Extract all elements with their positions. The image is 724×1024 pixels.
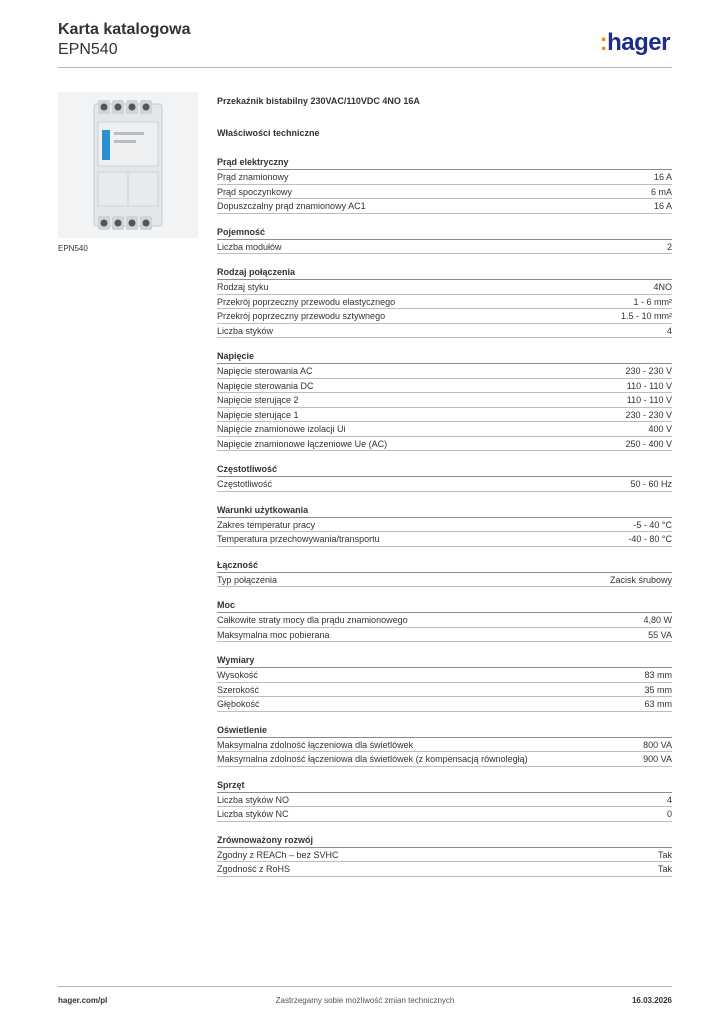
spec-label: Liczba modułów [217, 241, 282, 252]
spec-label: Liczba styków [217, 325, 274, 336]
spec-group [217, 503, 672, 547]
spec-group [217, 653, 672, 712]
spec-row [217, 393, 672, 408]
spec-row [217, 437, 672, 452]
spec-label: Przekrój poprzeczny przewodu sztywnego [217, 311, 386, 321]
hager-logo: :hager [599, 29, 670, 56]
spec-row [217, 752, 672, 767]
spec-row [217, 532, 672, 547]
spec-row [217, 793, 672, 808]
spec-group-title: Częstotliwość [217, 462, 672, 477]
spec-value: 4 [666, 325, 672, 336]
spec-label: Napięcie sterujące 2 [217, 395, 299, 405]
footer-notice: Zastrzegamy sobie możliwość zmian technicznych [275, 996, 455, 1005]
spec-value: 35 mm [644, 684, 672, 695]
spec-value: 400 V [648, 424, 672, 434]
spec-row [217, 379, 672, 394]
spec-row [217, 613, 672, 628]
spec-row [217, 683, 672, 698]
spec-group [217, 349, 672, 451]
spec-value: Tak [657, 849, 672, 860]
spec-group [217, 265, 672, 338]
spec-value: 250 - 400 V [625, 438, 672, 449]
spec-value: 0 [666, 809, 672, 819]
spec-value: 4NO [653, 282, 672, 292]
spec-label: Szerokość [217, 684, 260, 695]
spec-label: Napięcie sterujące 1 [217, 409, 299, 420]
spec-label: Prąd spoczynkowy [217, 186, 293, 197]
spec-label: Liczba styków NO [217, 794, 290, 805]
spec-row [217, 309, 672, 324]
spec-value: 55 VA [648, 629, 672, 640]
spec-value: 6 mA [650, 186, 672, 197]
spec-group [217, 225, 672, 255]
spec-row [217, 518, 672, 533]
product-code: EPN540 [58, 41, 118, 58]
spec-label: Liczba styków NC [217, 809, 289, 819]
footer-date: 16.03.2026 [631, 996, 672, 1005]
spec-value: 230 - 230 V [625, 409, 672, 420]
spec-label: Maksymalna zdolność łączeniowa dla świetlówek [217, 739, 414, 750]
spec-row [217, 295, 672, 310]
spec-row [217, 738, 672, 753]
product-image [58, 92, 198, 238]
spec-label: Częstotliwość [217, 479, 273, 489]
spec-group-title: Pojemność [217, 225, 672, 240]
spec-value: 800 VA [643, 739, 672, 750]
spec-value: 16 A [653, 172, 672, 182]
spec-label: Temperatura przechowywania/transportu [217, 534, 380, 544]
spec-group-title: Łączność [217, 558, 672, 573]
spec-row [217, 697, 672, 712]
spec-row [217, 240, 672, 255]
spec-row [217, 324, 672, 339]
spec-value: 230 - 230 V [625, 366, 672, 376]
spec-value: Tak [657, 864, 672, 874]
spec-label: Napięcie sterowania AC [217, 366, 313, 376]
spec-label: Zgodny z REACh – bez SVHC [217, 849, 339, 860]
spec-label: Napięcie znamionowe izolacji Ui [217, 424, 346, 434]
spec-group-title: Oświetlenie [217, 723, 672, 738]
spec-value: 50 - 60 Hz [630, 479, 672, 489]
spec-label: Napięcie znamionowe łączeniowe Ue (AC) [217, 438, 388, 449]
spec-group-title: Moc [217, 598, 672, 613]
section-heading: Właściwości techniczne [217, 128, 320, 138]
spec-group [217, 778, 672, 822]
spec-group-title: Zrównoważony rozwój [217, 833, 672, 848]
spec-value: -5 - 40 °C [633, 519, 672, 530]
spec-label: Napięcie sterowania DC [217, 380, 314, 391]
spec-value: 83 mm [644, 670, 672, 680]
image-caption: EPN540 [58, 244, 88, 253]
spec-row [217, 170, 672, 185]
footer-url[interactable]: hager.com/pl [58, 996, 108, 1005]
spec-row [217, 280, 672, 295]
spec-value: Zacisk śrubowy [609, 574, 672, 585]
spec-row [217, 862, 672, 877]
spec-value: 110 - 110 V [626, 380, 672, 391]
spec-value: 110 - 110 V [626, 395, 672, 405]
spec-label: Zakres temperatur pracy [217, 519, 316, 530]
spec-value: -40 - 80 °C [628, 534, 672, 544]
spec-group [217, 833, 672, 877]
spec-row [217, 477, 672, 492]
header-divider [58, 67, 672, 68]
spec-value: 63 mm [644, 699, 672, 709]
spec-label: Głębokość [217, 699, 260, 709]
spec-row [217, 364, 672, 379]
spec-row [217, 628, 672, 643]
spec-group-title: Napięcie [217, 349, 672, 364]
spec-group [217, 598, 672, 642]
spec-group-title: Warunki użytkowania [217, 503, 672, 518]
spec-label: Zgodność z RoHS [217, 864, 291, 874]
spec-value: 4,80 W [643, 615, 672, 625]
spec-value: 16 A [653, 201, 672, 211]
spec-row [217, 848, 672, 863]
spec-group [217, 462, 672, 492]
product-name: Przekaźnik bistabilny 230VAC/110VDC 4NO 16A [217, 96, 420, 106]
page-title: Karta katalogowa [58, 21, 191, 38]
spec-label: Przekrój poprzeczny przewodu elastycznego [217, 296, 396, 307]
spec-row [217, 807, 672, 822]
spec-group-title: Prąd elektryczny [217, 155, 672, 170]
spec-label: Maksymalna moc pobierana [217, 629, 330, 640]
spec-value: 4 [666, 794, 672, 805]
spec-group [217, 155, 672, 214]
spec-value: 2 [666, 241, 672, 252]
spec-row [217, 573, 672, 588]
spec-group-title: Rodzaj połączenia [217, 265, 672, 280]
spec-label: Wysokość [217, 670, 258, 680]
spec-value: 1 - 6 mm² [633, 296, 672, 307]
spec-row [217, 185, 672, 200]
spec-row [217, 422, 672, 437]
spec-row [217, 199, 672, 214]
spec-value: 900 VA [643, 754, 672, 764]
spec-group [217, 558, 672, 588]
spec-label: Całkowite straty mocy dla prądu znamionowego [217, 615, 408, 625]
spec-label: Typ połączenia [217, 574, 278, 585]
spec-group-title: Sprzęt [217, 778, 672, 793]
spec-group-title: Wymiary [217, 653, 672, 668]
spec-row [217, 408, 672, 423]
spec-value: 1.5 - 10 mm² [620, 311, 672, 321]
spec-label: Dopuszczalny prąd znamionowy AC1 [217, 201, 366, 211]
spec-label: Prąd znamionowy [217, 172, 289, 182]
spec-groups [217, 155, 672, 877]
spec-group [217, 723, 672, 767]
spec-label: Rodzaj styku [217, 282, 269, 292]
footer-divider [58, 986, 672, 987]
spec-row [217, 668, 672, 683]
spec-content [217, 96, 672, 877]
page-header [58, 20, 672, 68]
spec-label: Maksymalna zdolność łączeniowa dla świetlówek (z kompensacją równoległą) [217, 754, 528, 764]
